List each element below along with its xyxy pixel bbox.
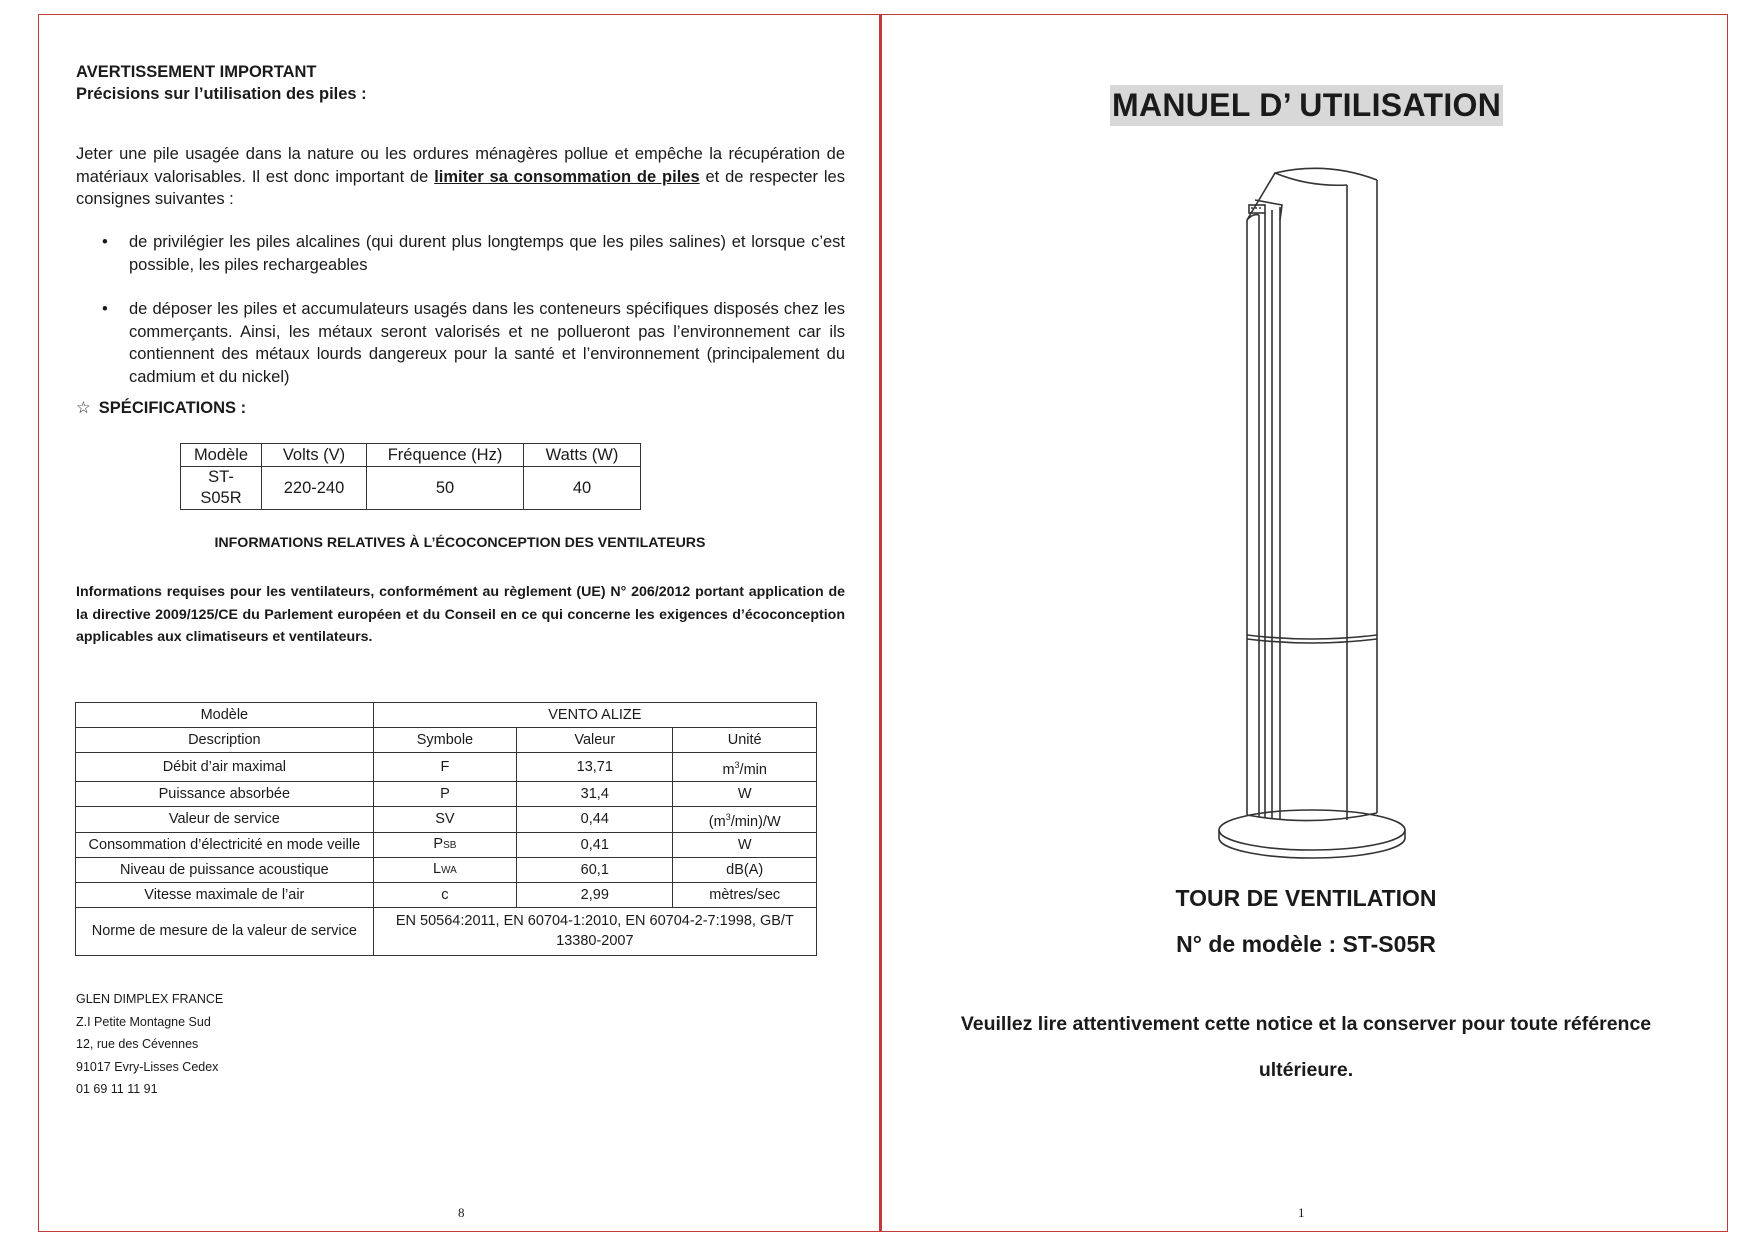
company-address: GLEN DIMPLEX FRANCE Z.I Petite Montagne Sud 12, rue des Cévennes 91017 Evry-Lisses Cedex 01 69 11 11 91: [76, 992, 224, 1096]
table-row: Valeur de service SV 0,44 $(m^3/\min)/W$: [76, 807, 817, 833]
bullet-icon: •: [102, 233, 108, 251]
eco-title: INFORMATIONS RELATIVES À L’ÉCOCONCEPTION DES VENTILATEURS: [214, 535, 706, 551]
notice-text: Veuillez lire attentivement cette notice et la conserver pour toute référence ultérieure.: [960, 1013, 1652, 1081]
table-row: Puissance absorbée P 31,4 W: [76, 782, 817, 807]
page-title: MANUEL D’ UTILISATION: [1110, 85, 1503, 126]
warning-heading: [76, 61, 367, 105]
page-number: 1: [1298, 1205, 1305, 1220]
table-row: Vitesse maximale de l’air c 2,99 mètres/sec: [76, 882, 817, 907]
spec-heading: ☆ SPÉCIFICATIONS :: [76, 399, 247, 417]
intro-emphasis: limiter sa consommation de piles: [434, 167, 700, 186]
eco-paragraph: Informations requises pour les ventilateurs, conformément au règlement (UE) N° 206/2012 portant application de la directive 2009/125/CE du Parlement européen et du Conseil en ce qui concerne les exigences d’écoconception applicables aux climatiseurs et ventilateurs.: [76, 584, 845, 645]
tower-fan-illustration: [1187, 165, 1427, 865]
intro-paragraph: Jeter une pile usagée dans la nature ou les ordures ménagères pollue et empêche la récupération de matériaux valorisables. Il est donc important de limiter sa consommation de piles et de respecter les consignes suivantes :: [76, 145, 845, 208]
model-number: N° de modèle : ST-S05R: [1176, 931, 1436, 957]
bullet-item: • de déposer les piles et accumulateurs usagés dans les conteneurs spécifiques disposés chez les commerçants. Ainsi, les métaux seront valorisés et ne pollueront pas l’environnement car ils contiennent des métaux lourds dangereux pour la santé et l’environnement (principalement du cadmium et du nickel): [102, 300, 845, 386]
star-icon: ☆: [76, 399, 91, 417]
warning-subtitle: Précisions sur l’utilisation des piles :: [76, 85, 367, 103]
eco-table: [75, 702, 817, 956]
table-row: Modèle VENTO ALIZE: [76, 703, 817, 728]
table-row: Débit d’air maximal F 13,71 $m^3/\min$: [76, 753, 817, 782]
spec-table: [180, 443, 641, 510]
bullet-icon: •: [102, 300, 108, 318]
page-number: 8: [458, 1205, 465, 1220]
right-page: [880, 14, 1728, 1232]
table-row: Norme de mesure de la valeur de service EN 50564:2011, EN 60704-1:2010, EN 60704-2-7:1998, GB/T 13380-2007: [76, 907, 817, 955]
table-row: Consommation d’électricité en mode veille PSB 0,41 W: [76, 832, 817, 857]
left-page: [38, 14, 880, 1232]
table-row: ST-S05R 220-240 50 40: [181, 467, 641, 510]
table-row: Description Symbole Valeur Unité: [76, 728, 817, 753]
table-row: Modèle Volts (V) Fréquence (Hz) Watts (W): [181, 444, 641, 467]
table-row: Niveau de puissance acoustique LWA 60,1 dB(A): [76, 857, 817, 882]
product-name: TOUR DE VENTILATION: [1175, 885, 1437, 911]
bullet-item: • de privilégier les piles alcalines (qui durent plus longtemps que les piles salines) et lorsque c’est possible, les piles rechargeables: [102, 233, 845, 274]
warning-title: AVERTISSEMENT IMPORTANT: [76, 63, 317, 81]
